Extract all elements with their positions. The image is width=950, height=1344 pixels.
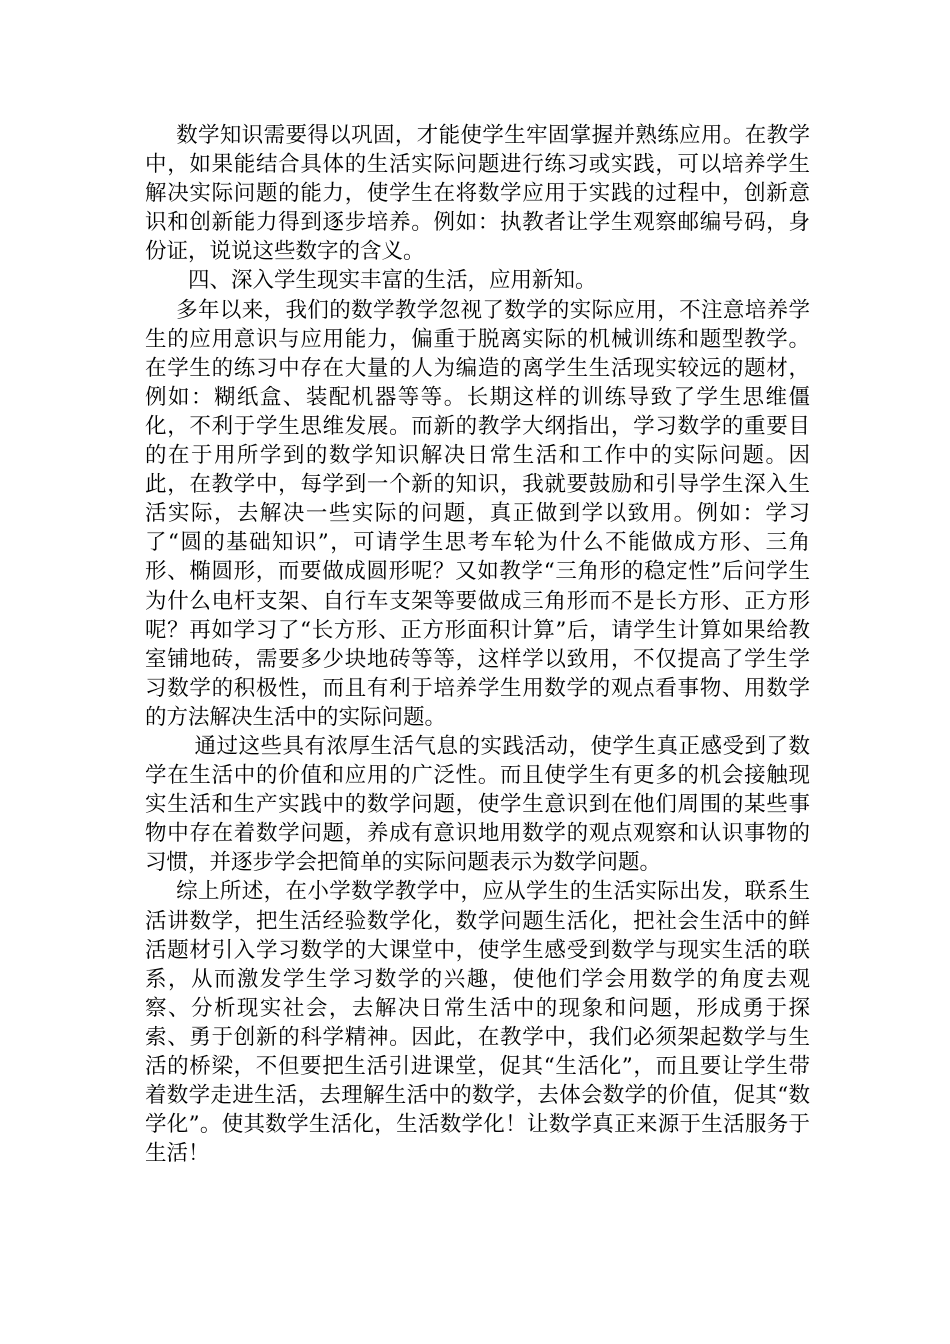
paragraph-conclusion: 综上所述，在小学数学教学中，应从学生的生活实际出发，联系生活讲数学，把生活经验数学化，数学问题生活化，把社会生活中的鲜活题材引入学习数学的大课堂中，使学生感受到数学与现实生活的联系，从而激发学生学习数学的兴趣，使他们学会用数学的角度去观察、分析现实社会，去解决日常生活中的现象和问题，形成勇于探索、勇于创新的科学精神。因此，在教学中，我们必须架起数学与生活的桥梁，不但要把生活引进课堂，促其“生活化”，而且要让学生带着数学走进生活，去理解生活中的数学，去体会数学的价值，促其“数学化”。使其数学生活化，生活数学化！让数学真正来源于生活服务于生活！: [145, 879, 810, 1167]
paragraph-consolidate-knowledge: 数学知识需要得以巩固，才能使学生牢固掌握并熟练应用。在教学中，如果能结合具体的生活实际问题进行练习或实践，可以培养学生解决实际问题的能力，使学生在将数学应用于实践的过程中，创新意识和创新能力得到逐步培养。例如：执教者让学生观察邮编号码，身份证，说说这些数字的含义。: [145, 123, 810, 265]
document-body: [145, 121, 810, 1168]
paragraph-practice-activities: 通过这些具有浓厚生活气息的实践活动，使学生真正感受到了数学在生活中的价值和应用的广泛性。而且使学生有更多的机会接触现实生活和生产实践中的数学问题，使学生意识到在他们周围的某些事物中存在着数学问题，养成有意识地用数学的观点观察和认识事物的习惯，并逐步学会把简单的实际问题表示为数学问题。: [145, 733, 810, 876]
section-heading-apply-new-knowledge: 四、深入学生现实丰富的生活，应用新知。: [188, 268, 597, 294]
paragraph-practical-application: 多年以来，我们的数学教学忽视了数学的实际应用，不注意培养学生的应用意识与应用能力，偏重于脱离实际的机械训练和题型教学。在学生的练习中存在大量的人为编造的离学生生活现实较远的题材，例如：糊纸盒、装配机器等等。长期这样的训练导致了学生思维僵化，不利于学生思维发展。而新的教学大纲指出，学习数学的重要目的在于用所学到的数学知识解决日常生活和工作中的实际问题。因此，在教学中，每学到一个新的知识，我就要鼓励和引导学生深入生活实际，去解决一些实际的问题，真正做到学以致用。例如：学习了“圆的基础知识”，可请学生思考车轮为什么不能做成方形、三角形、椭圆形，而要做成圆形呢？又如教学“三角形的稳定性”后问学生为什么电杆支架、自行车支架等要做成三角形而不是长方形、正方形呢？再如学习了“长方形、正方形面积计算”后，请学生计算如果给教室铺地砖，需要多少块地砖等等，这样学以致用，不仅提高了学生学习数学的积极性，而且有利于培养学生用数学的观点看事物、用数学的方法解决生活中的实际问题。: [145, 297, 810, 730]
